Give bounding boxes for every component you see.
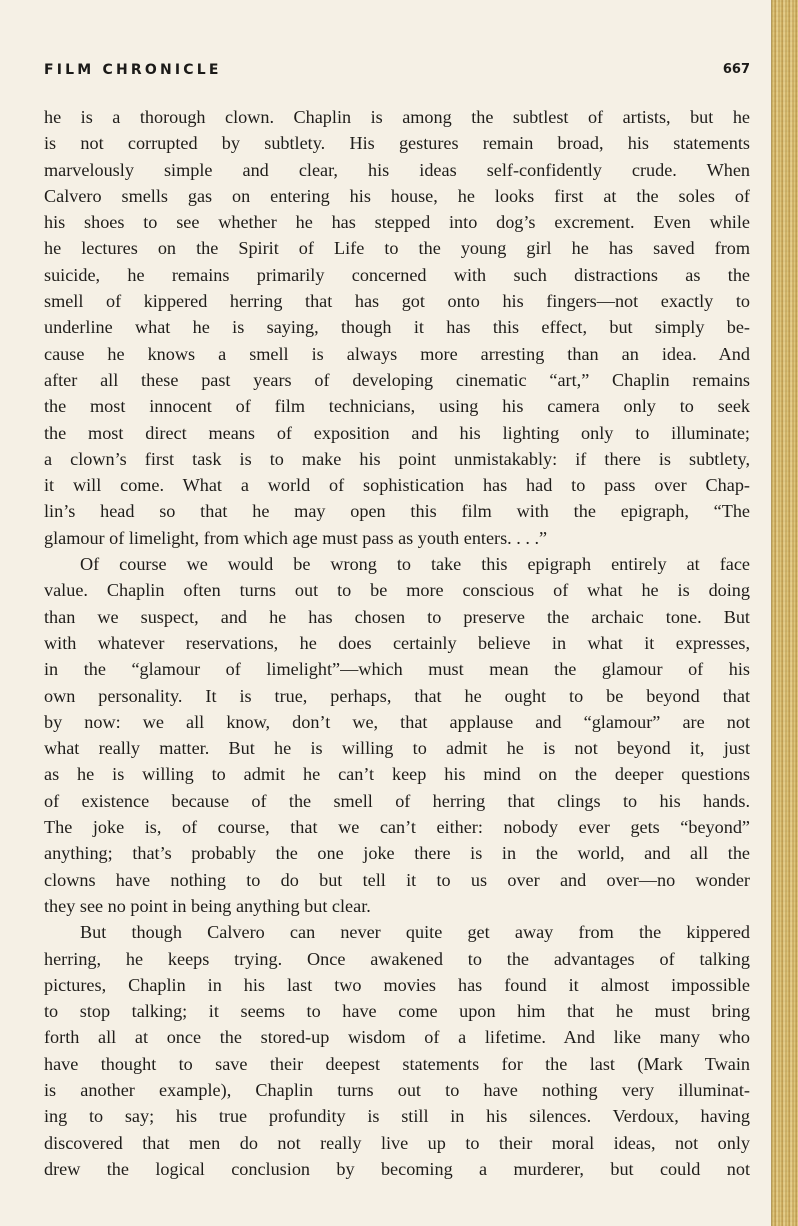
- text-line: is not corrupted by subtlety. His gestures remain broad, his statements: [44, 133, 750, 154]
- text-line: discovered that men do not really live up to their moral ideas, not only: [44, 1132, 750, 1153]
- text-line: Calvero smells gas on entering his house, he looks first at the soles of: [44, 185, 750, 206]
- body-text: [44, 104, 750, 1182]
- text-line: cause he knows a smell is always more arresting than an idea. And: [44, 343, 750, 364]
- text-line: underline what he is saying, though it has this effect, but simply be-: [44, 317, 750, 338]
- text-line: he lectures on the Spirit of Life to the young girl he has saved from: [44, 238, 750, 259]
- page-number: 667: [722, 62, 750, 77]
- text-line: Of course we would be wrong to take this epigraph entirely at face: [80, 554, 750, 575]
- text-line: the most direct means of exposition and his lighting only to illuminate;: [44, 422, 750, 443]
- text-line: herring, he keeps trying. Once awakened to the advantages of talking: [44, 948, 750, 969]
- text-line: with whatever reservations, he does certainly believe in what it expresses,: [44, 632, 750, 653]
- text-line: his shoes to see whether he has stepped into dog’s excrement. Even while: [44, 212, 750, 233]
- text-line: after all these past years of developing cinematic “art,” Chaplin remains: [44, 369, 750, 390]
- text-line: as he is willing to admit he can’t keep his mind on the deeper questions: [44, 764, 750, 785]
- text-line: The joke is, of course, that we can’t either: nobody ever gets “beyond”: [44, 817, 750, 838]
- text-line: forth all at once the stored-up wisdom of a lifetime. And like many who: [44, 1027, 750, 1048]
- text-line: But though Calvero can never quite get away from the kippered: [80, 922, 750, 943]
- text-line: what really matter. But he is willing to admit he is not beyond it, just: [44, 738, 750, 759]
- text-line: he is a thorough clown. Chaplin is among the subtlest of artists, but he: [44, 107, 750, 127]
- text-line: suicide, he remains primarily concerned with such distractions as the: [44, 264, 750, 285]
- text-line: they see no point in being anything but clear.: [44, 895, 371, 916]
- text-line: than we suspect, and he has chosen to preserve the archaic tone. But: [44, 606, 750, 627]
- text-line: of existence because of the smell of herring that clings to his hands.: [44, 790, 750, 811]
- running-head: FILM CHRONICLE: [44, 62, 222, 78]
- text-line: value. Chaplin often turns out to be more conscious of what he is doing: [44, 580, 750, 601]
- text-line: it will come. What a world of sophistication has had to pass over Chap-: [44, 475, 750, 496]
- page-edge-stripe: [771, 0, 798, 1226]
- text-line: own personality. It is true, perhaps, that he ought to be beyond that: [44, 685, 750, 706]
- text-line: anything; that’s probably the one joke there is in the world, and all the: [44, 843, 750, 864]
- text-line: marvelously simple and clear, his ideas self-confidently crude. When: [44, 159, 750, 180]
- text-line: smell of kippered herring that has got onto his fingers—not exactly to: [44, 291, 750, 312]
- text-line: drew the logical conclusion by becoming a murderer, but could not: [44, 1158, 750, 1179]
- text-line: ing to say; his true profundity is still in his silences. Verdoux, having: [44, 1106, 750, 1127]
- page-header: [44, 62, 750, 82]
- text-line: is another example), Chaplin turns out to have nothing very illuminat-: [44, 1079, 750, 1100]
- text-line: have thought to save their deepest statements for the last (Mark Twain: [44, 1053, 750, 1074]
- text-line: glamour of limelight, from which age must pass as youth enters. . . .”: [44, 527, 548, 548]
- text-line: the most innocent of film technicians, using his camera only to seek: [44, 396, 750, 417]
- text-line: by now: we all know, don’t we, that applause and “glamour” are not: [44, 711, 750, 732]
- text-line: lin’s head so that he may open this film with the epigraph, “The: [44, 501, 750, 522]
- text-line: to stop talking; it seems to have come upon him that he must bring: [44, 1001, 750, 1022]
- text-line: pictures, Chaplin in his last two movies has found it almost impossible: [44, 974, 750, 995]
- text-line: in the “glamour of limelight”—which must mean the glamour of his: [44, 659, 750, 680]
- text-line: clowns have nothing to do but tell it to us over and over—no wonder: [44, 869, 750, 890]
- text-line: a clown’s first task is to make his point unmistakably: if there is subtlety,: [44, 448, 750, 469]
